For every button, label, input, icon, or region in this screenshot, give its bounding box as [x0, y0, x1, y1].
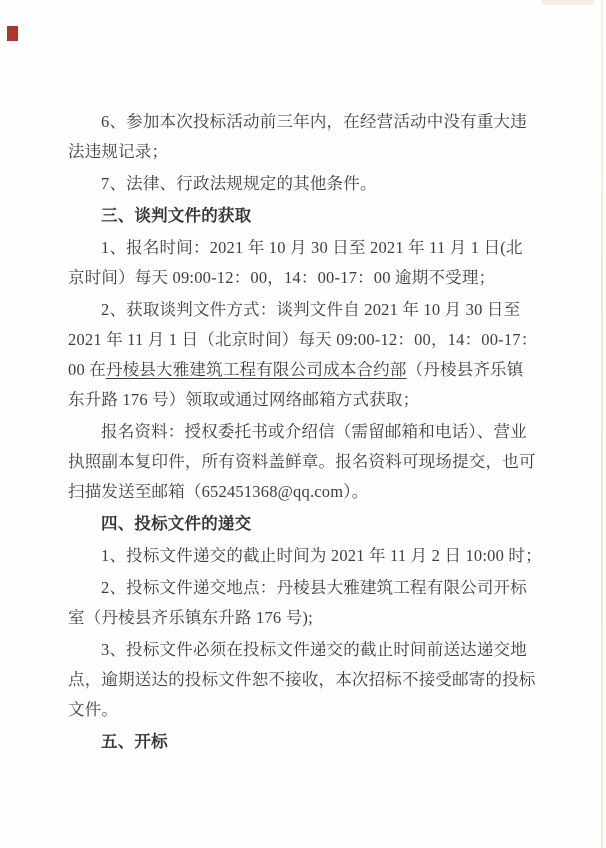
text-segment: 2、投标文件递交地点：丹棱县大雅建筑工程有限公司开标: [101, 578, 527, 597]
text-segment: 2021 年 11 月 1 日（北京时间）每天 09:00-12：00，14：00-17：: [68, 330, 538, 349]
text-line: [68, 385, 520, 415]
text-line: [68, 295, 520, 325]
text-segment: 京时间）每天 09:00-12：00，14：00-17：00 逾期不受理；: [68, 268, 496, 287]
text-segment: 7、法律、行政法规规定的其他条件。: [101, 174, 377, 193]
text-line: [68, 107, 527, 137]
scan-smudge-artifact: [542, 0, 594, 5]
text-segment: 室（丹棱县齐乐镇东升路 176 号);: [68, 608, 313, 627]
text-segment: 扫描发送至邮箱（652451368@qq.com）。: [68, 482, 369, 501]
text-segment: 00 在: [68, 360, 106, 379]
red-stamp-mark: [7, 26, 18, 41]
section-heading: [68, 201, 520, 231]
text-segment: 6、参加本次投标活动前三年内，在经营活动中没有重大违: [101, 112, 527, 131]
text-line: [68, 727, 520, 757]
text-line: [68, 325, 538, 355]
text-line: [68, 137, 520, 167]
underlined-company-name: 丹棱县大雅建筑工程有限公司成本合约部: [105, 360, 407, 379]
text-line: [68, 201, 520, 231]
text-segment: （丹棱县齐乐镇: [406, 360, 524, 379]
paragraph: [68, 107, 527, 167]
paragraph: [68, 417, 536, 507]
text-line: [68, 573, 527, 603]
text-line: [68, 541, 542, 571]
text-segment: 五、开标: [101, 732, 168, 751]
text-segment: 四、投标文件的递交: [101, 514, 252, 533]
text-segment: 3、投标文件必须在投标文件递交的截止时间前送达递交地: [101, 640, 527, 659]
text-segment: 报名资料：授权委托书或介绍信（需留邮箱和电话）、营业: [101, 422, 527, 441]
text-segment: 执照副本复印件，所有资料盖鲜章。报名资料可现场提交，也可: [68, 452, 536, 471]
text-line: [68, 695, 520, 725]
text-segment: 法违规记录；: [68, 142, 169, 161]
text-line: [68, 635, 527, 665]
section-heading: [68, 509, 520, 539]
text-line: [68, 417, 527, 447]
scan-edge-artifact: [601, 0, 603, 848]
paragraph: [68, 635, 536, 725]
text-line: [68, 263, 520, 293]
paragraph: [68, 233, 523, 293]
text-segment: 点，逾期送达的投标文件恕不接收，本次招标不接受邮寄的投标: [68, 670, 536, 689]
text-segment: 文件。: [68, 700, 119, 719]
text-line: [68, 355, 524, 385]
text-line: [68, 509, 520, 539]
text-segment: 东升路 176 号）领取或通过网络邮箱方式获取；: [68, 390, 420, 409]
text-segment: 三、谈判文件的获取: [101, 206, 252, 225]
text-line: [68, 665, 536, 695]
paragraph: [68, 541, 542, 571]
section-heading: [68, 727, 520, 757]
text-line: [68, 169, 520, 199]
text-segment: 2、获取谈判文件方式：谈判文件自 2021 年 10 月 30 日至: [101, 300, 521, 319]
text-segment: 1、报名时间：2021 年 10 月 30 日至 2021 年 11 月 1 日(北: [101, 238, 523, 257]
text-segment: 1、投标文件递交的截止时间为 2021 年 11 月 2 日 10:00 时；: [101, 546, 542, 565]
paragraph: [68, 573, 527, 633]
text-line: [68, 603, 520, 633]
paragraph: [68, 169, 520, 199]
text-line: [68, 233, 523, 263]
text-line: [68, 447, 536, 477]
paragraph: [68, 295, 538, 415]
text-line: [68, 477, 520, 507]
document-content: [68, 107, 542, 759]
